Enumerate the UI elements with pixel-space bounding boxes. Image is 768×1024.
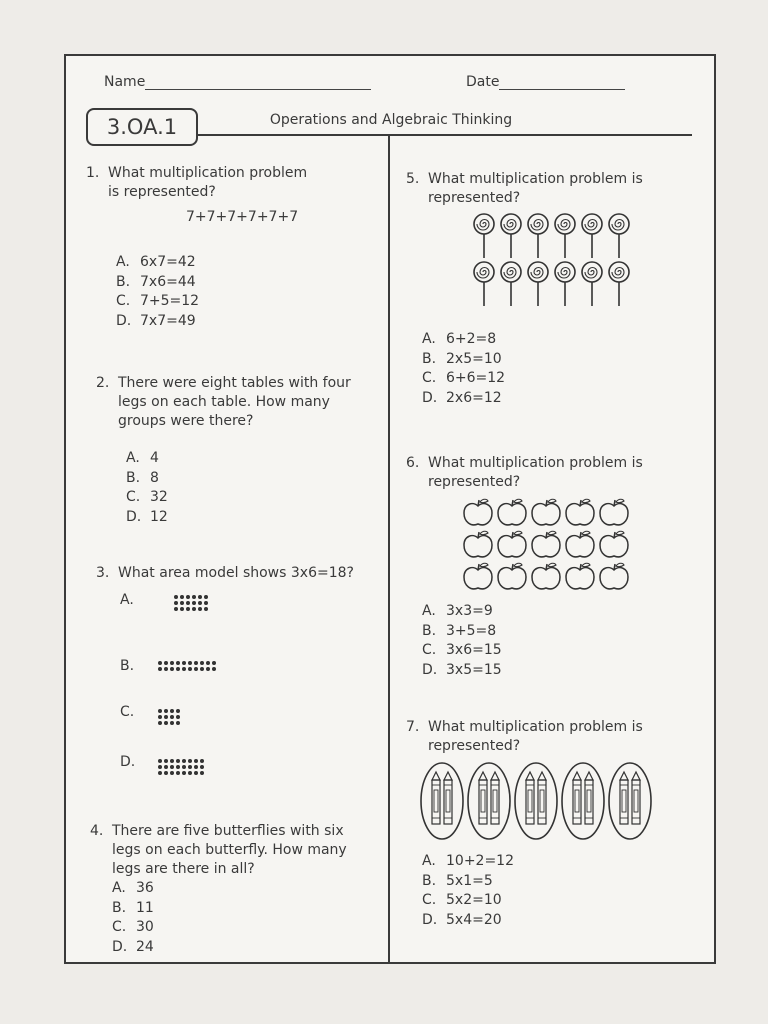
apple-icon bbox=[566, 531, 594, 557]
answer-option[interactable]: C. 5x2=10 bbox=[422, 892, 502, 908]
dot bbox=[164, 765, 168, 769]
crayon-icon bbox=[526, 772, 534, 824]
answer-option[interactable]: D. 5x4=20 bbox=[422, 911, 502, 928]
dot bbox=[198, 601, 202, 605]
dot bbox=[174, 607, 178, 611]
column-divider bbox=[388, 136, 390, 962]
lollipop-icon bbox=[555, 214, 575, 258]
question-number: 1. bbox=[86, 165, 100, 181]
apple-icon bbox=[566, 563, 594, 589]
area-model-c[interactable] bbox=[158, 709, 180, 725]
crayon-icon bbox=[620, 772, 628, 824]
question-1 bbox=[86, 164, 376, 331]
answer-option[interactable]: D. bbox=[120, 754, 136, 770]
dot bbox=[176, 661, 180, 665]
dot bbox=[204, 607, 208, 611]
worksheet bbox=[64, 54, 716, 964]
date-label: Date bbox=[466, 74, 500, 90]
dot bbox=[176, 721, 180, 725]
crayon-icon bbox=[491, 772, 499, 824]
area-model-a[interactable] bbox=[174, 595, 208, 611]
standard-code: 3.OA.1 bbox=[86, 108, 198, 146]
apple-icon bbox=[464, 499, 492, 525]
apple-icon bbox=[532, 531, 560, 557]
answer-option[interactable]: C. 6+6=12 bbox=[422, 370, 506, 386]
answer-option[interactable]: A. 6+2=8 bbox=[422, 331, 497, 347]
dot bbox=[174, 601, 178, 605]
page-title: Operations and Algebraic Thinking bbox=[269, 112, 513, 128]
question-7 bbox=[406, 718, 696, 930]
crayon-icon bbox=[538, 772, 546, 824]
crayon-group bbox=[468, 763, 510, 839]
dot bbox=[186, 607, 190, 611]
crayon-icon bbox=[585, 772, 593, 824]
question-text: What multiplication problem is represented? bbox=[108, 165, 308, 200]
dot bbox=[158, 709, 162, 713]
question-text: What multiplication problem is represented? bbox=[428, 455, 643, 490]
dot bbox=[176, 771, 180, 775]
dot bbox=[158, 721, 162, 725]
answer-option[interactable]: D. 24 bbox=[112, 938, 154, 955]
dot bbox=[158, 661, 162, 665]
answer-option[interactable]: A. bbox=[120, 592, 134, 608]
dot bbox=[164, 667, 168, 671]
crayon-icon bbox=[479, 772, 487, 824]
lollipop-icon bbox=[474, 214, 494, 258]
dot bbox=[182, 765, 186, 769]
dot bbox=[194, 667, 198, 671]
dot bbox=[198, 607, 202, 611]
dot bbox=[200, 771, 204, 775]
dot bbox=[194, 661, 198, 665]
apple-icon bbox=[600, 563, 628, 589]
crayon-icon bbox=[573, 772, 581, 824]
question-number: 6. bbox=[406, 455, 420, 471]
answer-option[interactable]: D. 3x5=15 bbox=[422, 661, 502, 678]
answer-option[interactable]: B. 7x6=44 bbox=[116, 273, 196, 290]
answer-option[interactable]: C. 3x6=15 bbox=[422, 642, 502, 658]
name-field[interactable] bbox=[104, 74, 371, 90]
dot bbox=[182, 759, 186, 763]
answer-option[interactable]: A. 4 bbox=[126, 450, 159, 466]
crayon-group bbox=[609, 763, 651, 839]
answer-option[interactable]: C. 7+5=12 bbox=[116, 293, 200, 309]
dot bbox=[200, 667, 204, 671]
crayon-icon bbox=[632, 772, 640, 824]
question-text: What area model shows 3x6=18? bbox=[118, 565, 354, 581]
dot bbox=[194, 759, 198, 763]
dot bbox=[158, 759, 162, 763]
dot bbox=[158, 771, 162, 775]
dot bbox=[188, 759, 192, 763]
name-label: Name bbox=[104, 74, 146, 90]
dot bbox=[192, 601, 196, 605]
dot bbox=[182, 667, 186, 671]
lollipop-picture bbox=[472, 212, 652, 308]
question-number: 3. bbox=[96, 565, 110, 581]
lollipop-icon bbox=[582, 262, 602, 306]
answer-option[interactable]: D. 12 bbox=[126, 508, 168, 525]
question-3 bbox=[96, 564, 376, 789]
dot bbox=[164, 721, 168, 725]
dot bbox=[182, 661, 186, 665]
dot bbox=[194, 765, 198, 769]
answer-option[interactable]: C. 32 bbox=[126, 489, 168, 505]
dot bbox=[180, 601, 184, 605]
answer-option[interactable]: A. 6x7=42 bbox=[116, 254, 196, 270]
dot bbox=[188, 661, 192, 665]
dot bbox=[164, 709, 168, 713]
area-model-d[interactable] bbox=[158, 759, 204, 775]
apple-icon bbox=[566, 499, 594, 525]
dot bbox=[164, 759, 168, 763]
dot bbox=[176, 709, 180, 713]
dot bbox=[188, 667, 192, 671]
dot bbox=[176, 759, 180, 763]
answer-option[interactable]: D. 7x7=49 bbox=[116, 312, 196, 329]
dot bbox=[180, 595, 184, 599]
dot bbox=[170, 661, 174, 665]
lollipop-icon bbox=[501, 262, 521, 306]
dot bbox=[164, 771, 168, 775]
dot bbox=[192, 607, 196, 611]
lollipop-icon bbox=[528, 214, 548, 258]
dot bbox=[176, 715, 180, 719]
dot bbox=[200, 661, 204, 665]
header-divider bbox=[196, 134, 692, 136]
apple-icon bbox=[464, 563, 492, 589]
question-text: There were eight tables with four legs on each table. How many groups were there? bbox=[118, 375, 351, 429]
apple-icon bbox=[498, 499, 526, 525]
question-number: 5. bbox=[406, 171, 420, 187]
answer-option[interactable]: C. 30 bbox=[112, 919, 154, 935]
answer-option[interactable]: B. 2x5=10 bbox=[422, 350, 502, 367]
apple-icon bbox=[532, 499, 560, 525]
dot bbox=[170, 771, 174, 775]
dot bbox=[212, 661, 216, 665]
answer-option[interactable]: B. 5x1=5 bbox=[422, 872, 493, 889]
crayon-picture bbox=[420, 760, 652, 842]
dot bbox=[200, 759, 204, 763]
answer-option[interactable]: B. bbox=[120, 658, 135, 674]
lollipop-icon bbox=[528, 262, 548, 306]
apple-icon bbox=[600, 499, 628, 525]
dot bbox=[188, 771, 192, 775]
dot bbox=[206, 661, 210, 665]
dot bbox=[158, 765, 162, 769]
apple-icon bbox=[600, 531, 628, 557]
dot bbox=[180, 607, 184, 611]
crayon-icon bbox=[444, 772, 452, 824]
dot bbox=[158, 715, 162, 719]
apple-icon bbox=[498, 563, 526, 589]
dot bbox=[176, 667, 180, 671]
dot bbox=[186, 595, 190, 599]
question-text: What multiplication problem is represented? bbox=[428, 171, 643, 206]
crayon-group bbox=[515, 763, 557, 839]
dot bbox=[170, 709, 174, 713]
dot bbox=[174, 595, 178, 599]
question-number: 7. bbox=[406, 719, 420, 735]
apple-picture bbox=[462, 494, 642, 594]
dot bbox=[188, 765, 192, 769]
question-number: 4. bbox=[90, 823, 104, 839]
dot bbox=[206, 667, 210, 671]
dot bbox=[170, 759, 174, 763]
lollipop-icon bbox=[555, 262, 575, 306]
dot bbox=[170, 765, 174, 769]
lollipop-icon bbox=[609, 262, 629, 306]
dot bbox=[186, 601, 190, 605]
question-text: There are five butterflies with six legs on each butterfly. How many legs are there in all? bbox=[112, 823, 347, 877]
question-number: 2. bbox=[96, 375, 110, 391]
lollipop-icon bbox=[474, 262, 494, 306]
date-field[interactable] bbox=[466, 74, 625, 90]
crayon-group bbox=[562, 763, 604, 839]
question-text: What multiplication problem is represented? bbox=[428, 719, 643, 754]
expression: 7+7+7+7+7+7 bbox=[186, 209, 299, 225]
apple-icon bbox=[464, 531, 492, 557]
answer-option[interactable]: A. 10+2=12 bbox=[422, 853, 514, 869]
question-5 bbox=[406, 170, 696, 408]
dot bbox=[164, 715, 168, 719]
dot bbox=[176, 765, 180, 769]
question-2 bbox=[96, 374, 376, 527]
crayon-group bbox=[421, 763, 463, 839]
question-6 bbox=[406, 454, 696, 680]
dot bbox=[198, 595, 202, 599]
question-4 bbox=[90, 822, 380, 957]
apple-icon bbox=[532, 563, 560, 589]
lollipop-icon bbox=[582, 214, 602, 258]
answer-option[interactable]: B. 3+5=8 bbox=[422, 622, 497, 639]
answer-option[interactable]: A. 3x3=9 bbox=[422, 603, 493, 619]
dot bbox=[204, 601, 208, 605]
answer-option[interactable]: B. 11 bbox=[112, 899, 154, 916]
answer-option[interactable]: B. 8 bbox=[126, 469, 159, 486]
dot bbox=[170, 667, 174, 671]
lollipop-icon bbox=[609, 214, 629, 258]
answer-option[interactable]: A. 36 bbox=[112, 880, 154, 896]
apple-icon bbox=[498, 531, 526, 557]
area-model-b[interactable] bbox=[158, 661, 216, 671]
dot bbox=[164, 661, 168, 665]
crayon-icon bbox=[432, 772, 440, 824]
dot bbox=[170, 715, 174, 719]
dot bbox=[170, 721, 174, 725]
dot bbox=[204, 595, 208, 599]
answer-option[interactable]: C. bbox=[120, 704, 135, 720]
dot bbox=[200, 765, 204, 769]
dot bbox=[194, 771, 198, 775]
lollipop-icon bbox=[501, 214, 521, 258]
dot bbox=[182, 771, 186, 775]
dot bbox=[158, 667, 162, 671]
dot bbox=[192, 595, 196, 599]
dot bbox=[212, 667, 216, 671]
answer-option[interactable]: D. 2x6=12 bbox=[422, 389, 502, 406]
